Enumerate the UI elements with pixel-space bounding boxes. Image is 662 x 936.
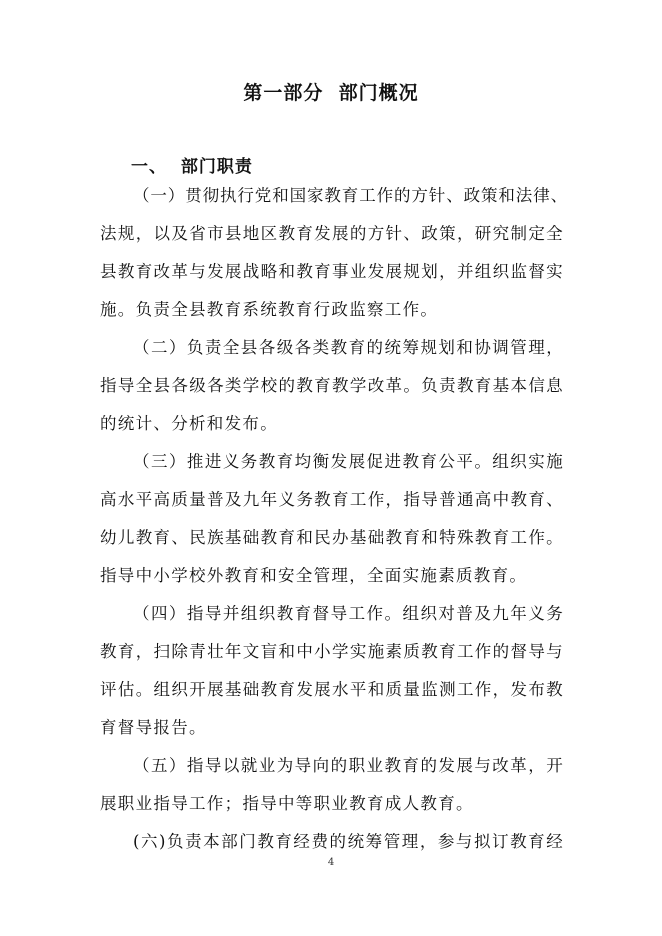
paragraph-line: 指导全县各级各类学校的教育教学改革。负责教育基本信息 (100, 376, 564, 395)
page-number: 4 (327, 857, 335, 868)
paragraph-line: 育督导报告。 (100, 718, 207, 737)
paragraph-line: 展职业指导工作；指导中等职业教育成人教育。 (100, 794, 474, 813)
paragraph-line: (六)负责本部门教育经费的统筹管理，参与拟订教育经 (133, 832, 564, 851)
paragraph-line: （二）负责全县各级各类教育的统筹规划和协调管理， (133, 338, 564, 357)
paragraph-line: 县教育改革与发展战略和教育事业发展规划，并组织监督实 (100, 262, 564, 281)
paragraph-line: 教育，扫除青壮年文盲和中小学实施素质教育工作的督导与 (100, 642, 564, 661)
paragraph-line: （三）推进义务教育均衡发展促进教育公平。组织实施 (133, 452, 564, 471)
paragraph-line: （四）指导并组织教育督导工作。组织对普及九年义务 (133, 604, 564, 623)
paragraph-line: 法规，以及省市县地区教育发展的方针、政策，研究制定全 (100, 224, 564, 243)
paragraph-line: 幼儿教育、民族基础教育和民办基础教育和特殊教育工作。 (100, 528, 564, 547)
section-heading: 一、 部门职责 (131, 157, 253, 177)
paragraph-line: 高水平高质量普及九年义务教育工作，指导普通高中教育、 (100, 490, 564, 509)
page-title: 第一部分 部门概况 (243, 82, 419, 104)
paragraph-line: （五）指导以就业为导向的职业教育的发展与改革，开 (133, 756, 564, 775)
paragraph-line: （一）贯彻执行党和国家教育工作的方针、政策和法律、 (133, 186, 568, 205)
paragraph-line: 施。负责全县教育系统教育行政监察工作。 (100, 300, 439, 319)
paragraph-line: 的统计、分析和发布。 (100, 414, 278, 433)
paragraph-line: 评估。组织开展基础教育发展水平和质量监测工作，发布教 (100, 680, 564, 699)
paragraph-line: 指导中小学校外教育和安全管理，全面实施素质教育。 (100, 566, 528, 585)
